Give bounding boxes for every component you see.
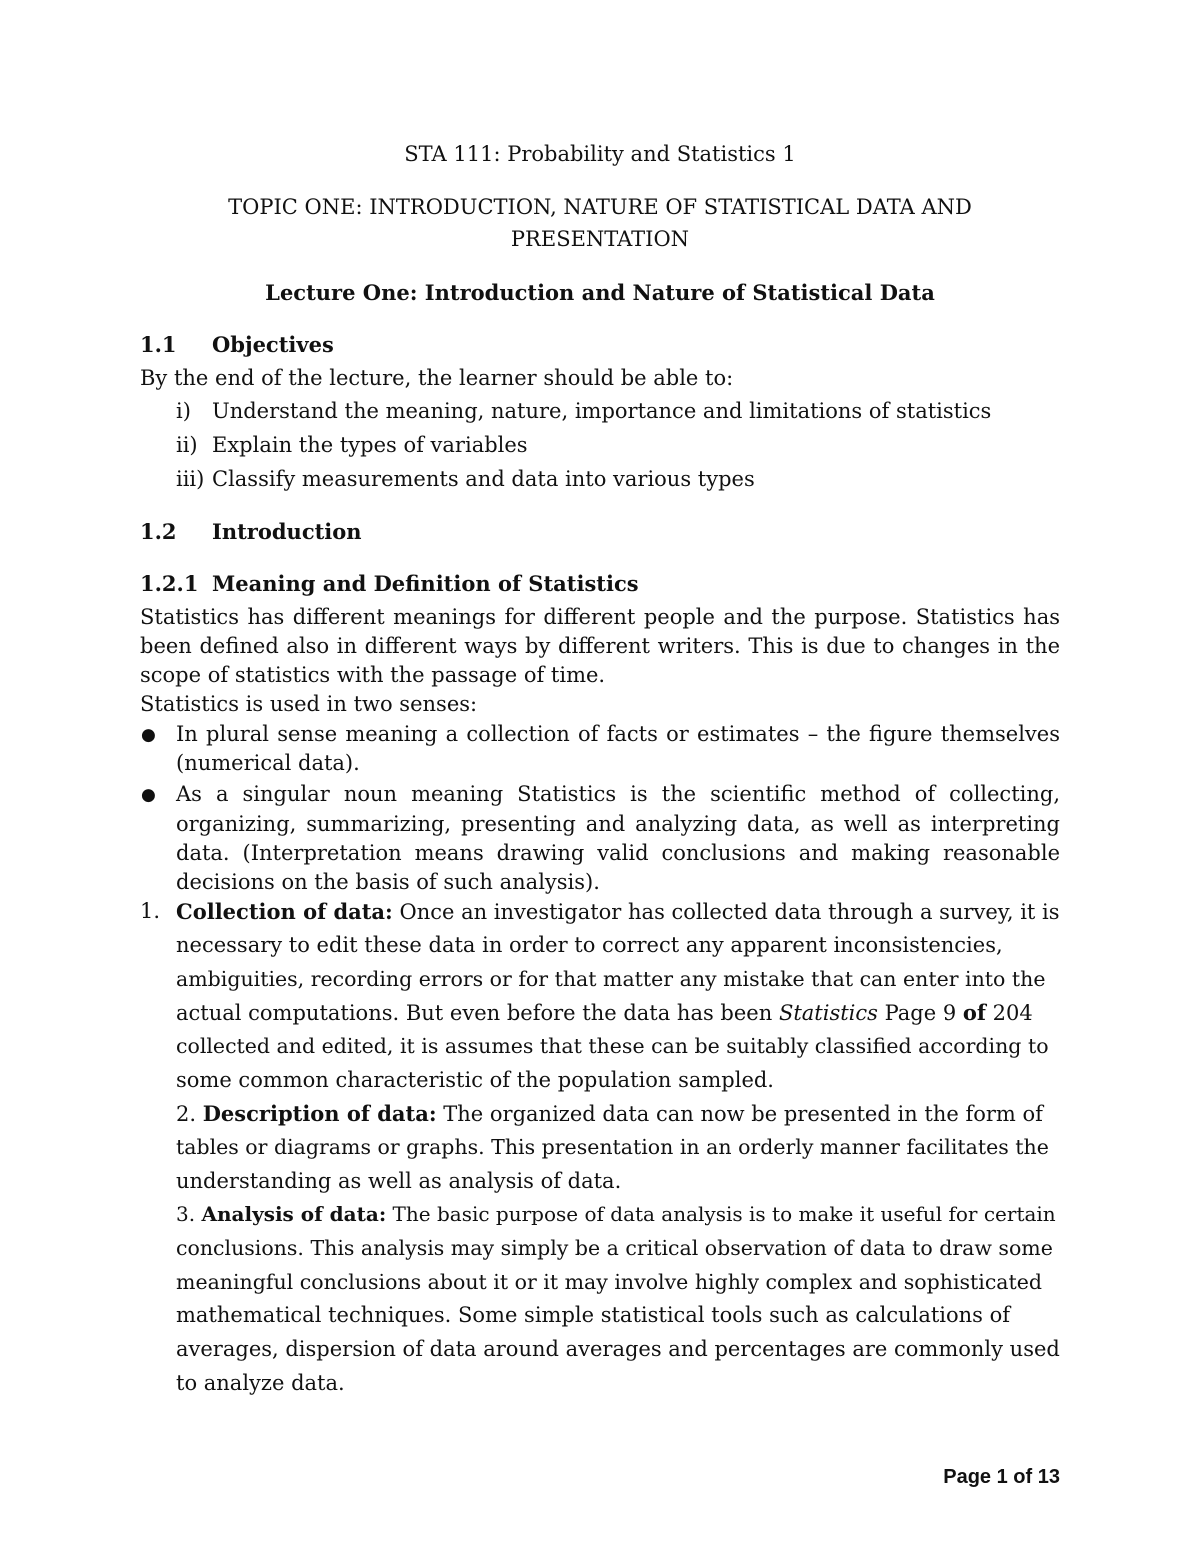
objective-item: Understand the meaning, nature, importance and limitations of statistics: [212, 399, 992, 423]
numbered-item-line: to analyze data.: [176, 1371, 345, 1395]
bullet-line: data. (Interpretation means drawing valid conclusions and making reasonable: [176, 841, 1060, 865]
numbered-item-line: [176, 1101, 1043, 1126]
bullet-icon: ●: [141, 725, 156, 745]
bullet-line: (numerical data).: [176, 751, 360, 775]
course-title: STA 111: Probability and Statistics 1: [404, 142, 796, 166]
objective-marker: i): [176, 399, 191, 423]
section-title-meaning-definition: Meaning and Definition of Statistics: [212, 571, 639, 596]
item-label-description: Description of data:: [202, 1101, 437, 1126]
paragraph-line: Statistics has different meanings for different people and the purpose. Statistics has: [140, 605, 1060, 629]
numbered-item-line: understanding as well as analysis of data.: [176, 1169, 622, 1193]
objectives-intro: By the end of the lecture, the learner should be able to:: [140, 366, 734, 390]
bullet-line: As a singular noun meaning Statistics is the scientific method of collecting,: [176, 782, 1060, 806]
numbered-item-line: averages, dispersion of data around averages and percentages are commonly used: [176, 1337, 1060, 1361]
footer-page-word: Page: [943, 1466, 992, 1488]
embedded-page-ref: Page 9: [877, 1001, 963, 1025]
topic-title-line-2: PRESENTATION: [510, 227, 690, 251]
item-label-collection: Collection of data:: [176, 899, 393, 924]
numbered-item-line: conclusions. This analysis may simply be a critical observation of data to draw some: [176, 1236, 1053, 1260]
section-title-introduction: Introduction: [212, 519, 362, 544]
item-text: Once an investigator has collected data through a survey, it is: [392, 900, 1060, 924]
numbered-marker: 1.: [140, 899, 161, 923]
section-title-objectives: Objectives: [212, 332, 334, 357]
paragraph-line: scope of statistics with the passage of time.: [140, 663, 606, 687]
italic-statistics: Statistics: [778, 1001, 878, 1025]
page-footer: [943, 1466, 1060, 1489]
lecture-title: Lecture One: Introduction and Nature of Statistical Data: [265, 280, 935, 305]
footer-total-pages: 13: [1037, 1466, 1060, 1488]
senses-intro: Statistics is used in two senses:: [140, 692, 478, 716]
objective-marker: iii): [176, 467, 205, 491]
item-text: The basic purpose of data analysis is to make it useful for certain: [386, 1202, 1056, 1226]
footer-page-number: 1: [996, 1466, 1008, 1488]
numbered-marker: 3.: [176, 1202, 202, 1226]
section-number-1-1: 1.1: [140, 332, 177, 357]
topic-title-line-1: TOPIC ONE: INTRODUCTION, NATURE OF STATISTICAL DATA AND: [228, 195, 972, 219]
paragraph-line: been defined also in different ways by different writers. This is due to changes in the: [140, 634, 1060, 658]
numbered-item-line: [176, 899, 1060, 924]
numbered-item-line: mathematical techniques. Some simple statistical tools such as calculations of: [176, 1303, 1011, 1327]
objective-item: Explain the types of variables: [212, 433, 528, 457]
embedded-of: of: [962, 1000, 986, 1025]
numbered-item-line: tables or diagrams or graphs. This presentation in an orderly manner facilitates the: [176, 1135, 1049, 1159]
numbered-item-line: some common characteristic of the population sampled.: [176, 1068, 774, 1092]
numbered-item-line: ambiguities, recording errors or for that matter any mistake that can enter into the: [176, 967, 1046, 991]
section-number-1-2: 1.2: [140, 519, 177, 544]
footer-of-word: of: [1013, 1466, 1033, 1488]
objective-marker: ii): [176, 433, 198, 457]
numbered-item-line: [176, 1202, 1056, 1226]
bullet-line: In plural sense meaning a collection of facts or estimates – the figure themselves: [176, 722, 1060, 746]
numbered-item-line: necessary to edit these data in order to correct any apparent inconsistencies,: [176, 933, 1003, 957]
section-number-1-2-1: 1.2.1: [140, 571, 199, 596]
bullet-line: decisions on the basis of such analysis).: [176, 870, 600, 894]
numbered-item-line: meaningful conclusions about it or it may involve highly complex and sophisticated: [176, 1270, 1043, 1294]
objective-item: Classify measurements and data into various types: [212, 467, 755, 491]
item-text: The organized data can now be presented in the form of: [436, 1102, 1043, 1126]
numbered-marker: 2.: [176, 1102, 203, 1126]
embedded-page-total: 204: [985, 1001, 1033, 1025]
numbered-item-line: [176, 1000, 1033, 1025]
item-text: actual computations. But even before the data has been: [176, 1001, 779, 1025]
item-label-analysis: Analysis of data:: [201, 1202, 387, 1226]
bullet-icon: ●: [141, 785, 156, 805]
numbered-item-line: collected and edited, it is assumes that these can be suitably classified according to: [176, 1034, 1049, 1058]
bullet-line: organizing, summarizing, presenting and analyzing data, as well as interpreting: [176, 812, 1060, 836]
